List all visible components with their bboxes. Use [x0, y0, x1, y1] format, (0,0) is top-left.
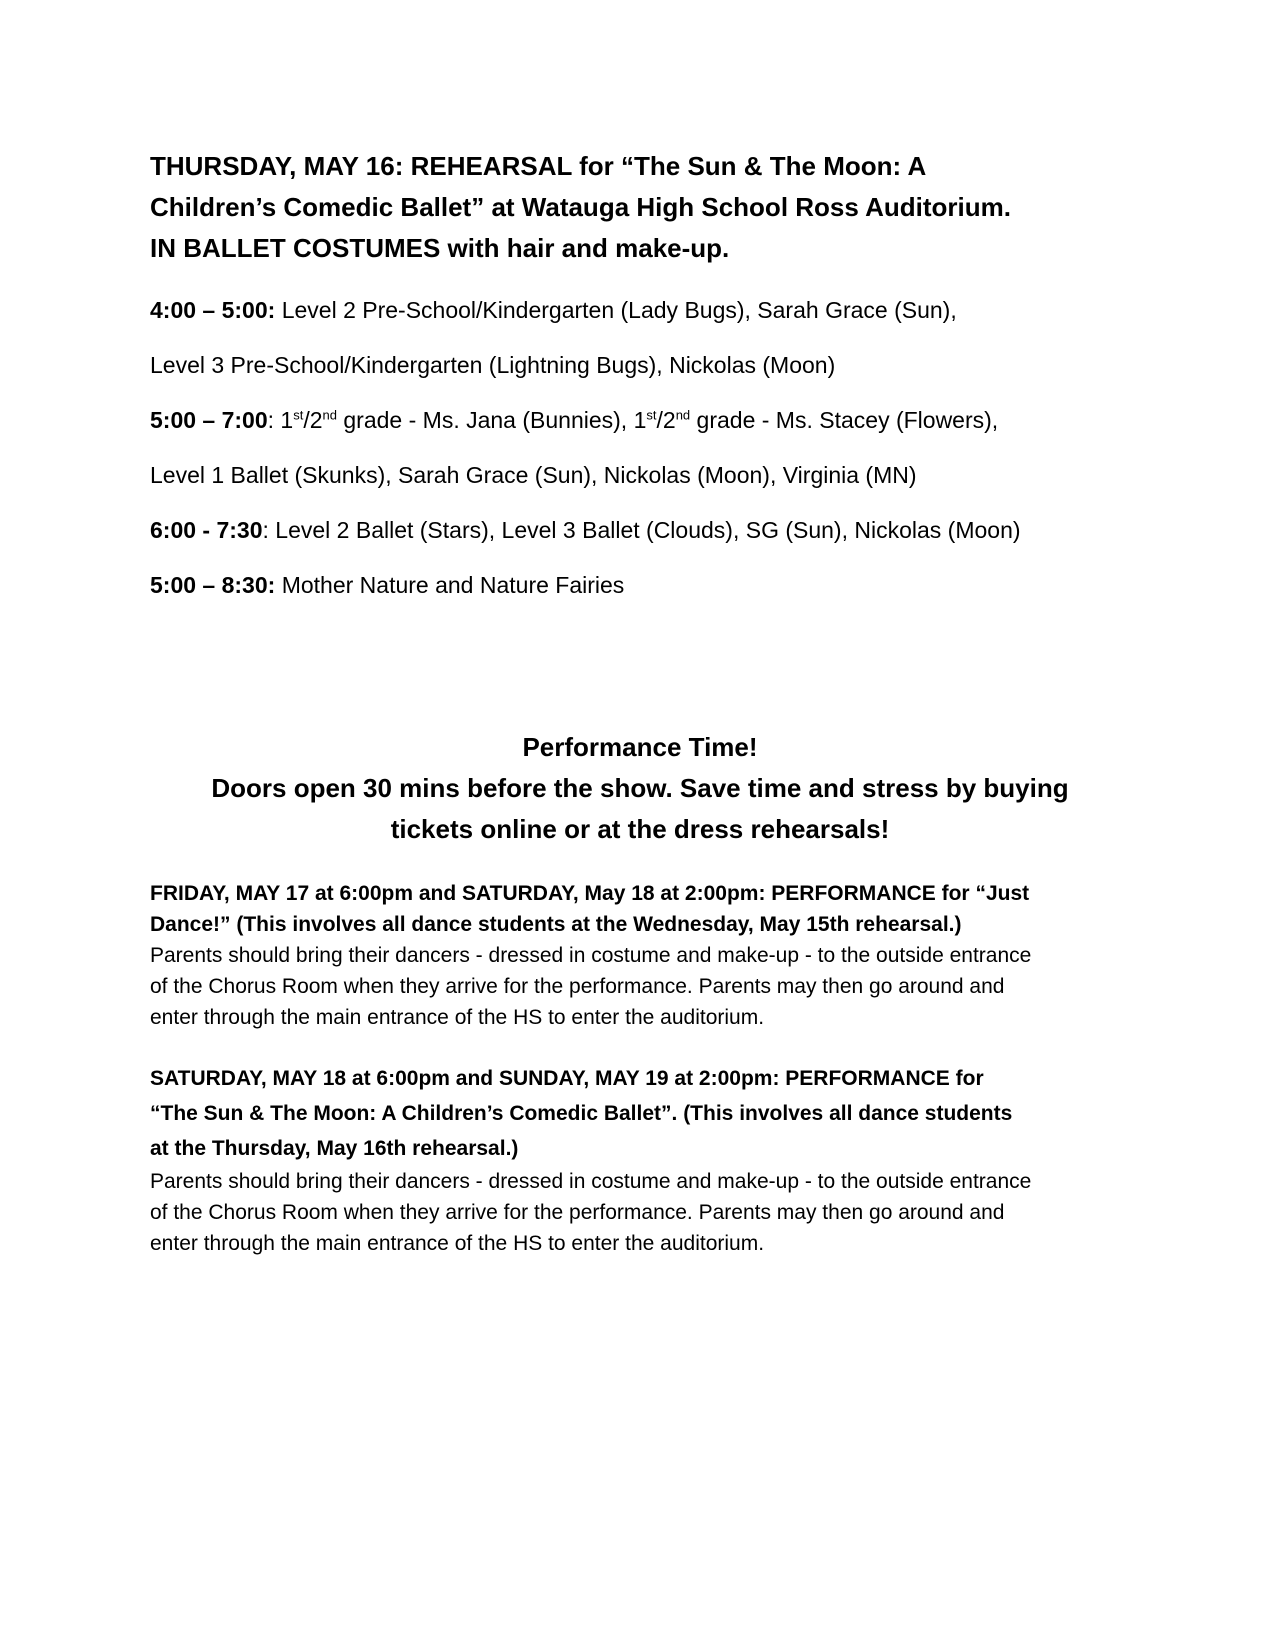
ordinal-suffix: nd [322, 407, 337, 423]
performance-heading-line: tickets online or at the dress rehearsals! [390, 814, 890, 844]
performance-heading-line: Doors open 30 mins before the show. Save time and stress by buying [211, 773, 1069, 803]
performance-body-text: Parents should bring their dancers - dressed in costume and make-up - to the outside entrance [150, 944, 1032, 967]
rehearsal-heading-line: THURSDAY, MAY 16: REHEARSAL for “The Sun & The Moon: A [150, 151, 927, 181]
performance-heading-text: SATURDAY, MAY 18 at 6:00pm and SUNDAY, MAY 19 at 2:00pm: PERFORMANCE for [150, 1067, 984, 1090]
schedule-text: : Level 2 Ballet (Stars), Level 3 Ballet (Clouds), SG (Sun), Nickolas (Moon) [262, 517, 1021, 543]
performance-entry-heading [150, 1061, 1130, 1166]
performance-heading [150, 727, 1130, 850]
schedule-text: Level 2 Pre-School/Kindergarten (Lady Bugs), Sarah Grace (Sun), [275, 297, 957, 323]
performance-heading-line: Performance Time! [522, 732, 758, 762]
performance-body-text: of the Chorus Room when they arrive for the performance. Parents may then go around and [150, 1201, 1005, 1224]
schedule-text: Level 1 Ballet (Skunks), Sarah Grace (Sun), Nickolas (Moon), Virginia (MN) [150, 462, 917, 488]
performance-heading-text: FRIDAY, MAY 17 at 6:00pm and SATURDAY, May 18 at 2:00pm: PERFORMANCE for “Just [150, 882, 1030, 905]
performance-entry-body [150, 940, 1130, 1033]
rehearsal-heading-line: Children’s Comedic Ballet” at Watauga High School Ross Auditorium. [150, 192, 1011, 222]
ordinal-suffix: nd [675, 407, 691, 423]
schedule-text: grade - Ms. Stacey (Flowers), [690, 407, 999, 433]
performance-entry-body [150, 1166, 1130, 1259]
schedule-time: 5:00 – 7:00 [150, 407, 268, 433]
schedule-line [150, 350, 1130, 380]
schedule-line [150, 460, 1130, 490]
performance-entry [150, 878, 1130, 1033]
performance-body-text: Parents should bring their dancers - dressed in costume and make-up - to the outside entrance [150, 1170, 1032, 1193]
schedule-time: 5:00 – 8:30: [150, 572, 276, 598]
schedule-text: /2 [656, 407, 676, 433]
rehearsal-heading [150, 146, 1130, 269]
schedule-text: Level 3 Pre-School/Kindergarten (Lightning Bugs), Nickolas (Moon) [150, 352, 836, 378]
schedule-text: Mother Nature and Nature Fairies [275, 572, 625, 598]
schedule-text: : 1 [267, 407, 294, 433]
schedule-line [150, 570, 1130, 600]
performance-heading-text: “The Sun & The Moon: A Children’s Comedic Ballet”. (This involves all dance students [150, 1102, 1013, 1125]
schedule-text: grade - Ms. Jana (Bunnies), 1 [337, 407, 647, 433]
performance-entry-heading [150, 878, 1130, 940]
ordinal-suffix: st [646, 407, 657, 423]
schedule-line [150, 295, 1130, 325]
performance-body-text: enter through the main entrance of the HS to enter the auditorium. [150, 1232, 765, 1255]
schedule-line [150, 515, 1130, 545]
performance-entry [150, 1061, 1130, 1259]
performance-heading-text: Dance!” (This involves all dance students at the Wednesday, May 15th rehearsal.) [150, 913, 962, 936]
rehearsal-schedule [150, 295, 1130, 600]
document-page [150, 146, 1130, 1259]
performance-heading-text: at the Thursday, May 16th rehearsal.) [150, 1137, 519, 1160]
performance-body-text: of the Chorus Room when they arrive for the performance. Parents may then go around and [150, 975, 1005, 998]
schedule-line [150, 405, 1130, 435]
ordinal-suffix: st [293, 407, 304, 423]
schedule-time: 4:00 – 5:00: [150, 297, 276, 323]
schedule-text: /2 [303, 407, 323, 433]
rehearsal-heading-line: IN BALLET COSTUMES with hair and make-up. [150, 233, 730, 263]
performance-body-text: enter through the main entrance of the HS to enter the auditorium. [150, 1006, 765, 1029]
schedule-time: 6:00 - 7:30 [150, 517, 263, 543]
